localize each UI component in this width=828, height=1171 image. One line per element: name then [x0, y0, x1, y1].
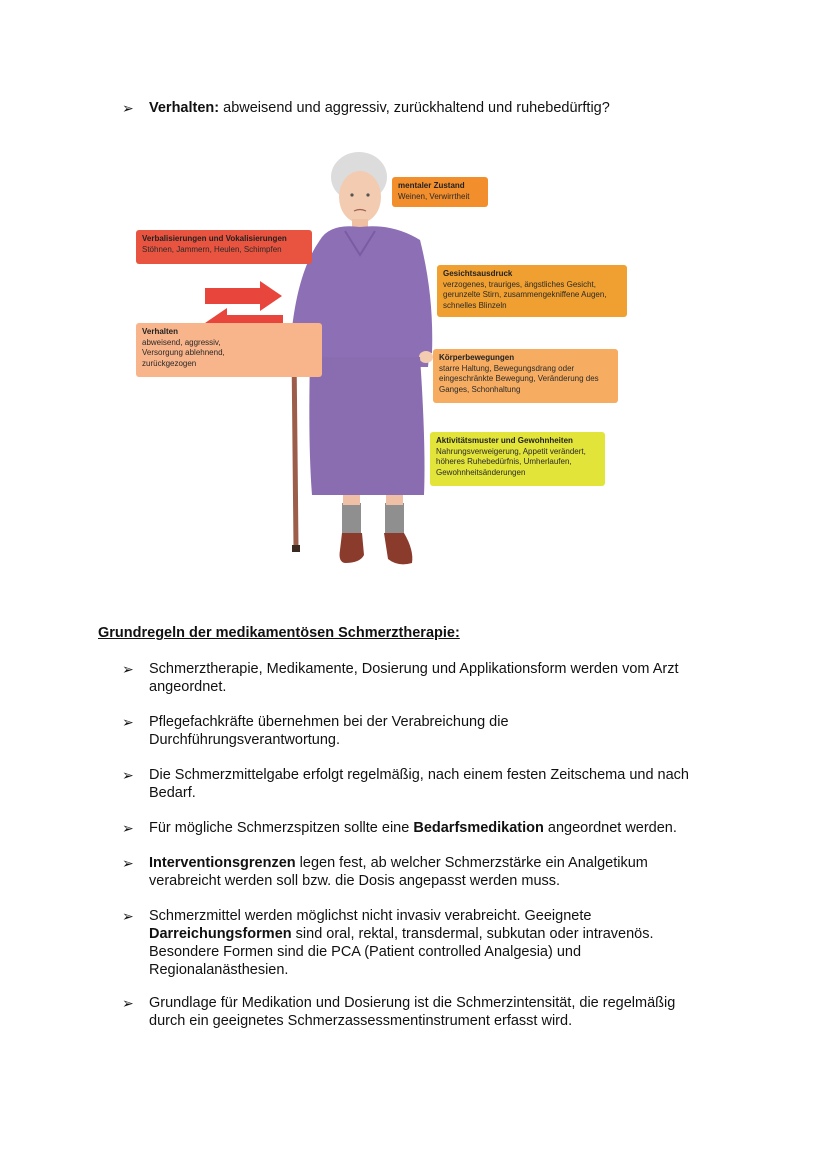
box-line: Stöhnen, Jammern, Heulen, Schimpfen: [142, 244, 282, 254]
box-activity-patterns: [430, 432, 605, 486]
rule-line: Die Schmerzmittelgabe erfolgt regelmäßig, nach einem festen Zeitschema und nach: [149, 767, 689, 783]
rule-line: durch ein geeignetes Schmerzassessmentinstrument erfasst wird.: [149, 1013, 573, 1029]
rule-line: Schmerzmittel werden möglichst nicht invasiv verabreicht. Geeignete: [149, 908, 592, 924]
box-line: Ganges, Schonhaltung: [439, 384, 521, 394]
box-line: starre Haltung, Bewegungsdrang oder: [439, 363, 575, 373]
rule-item: [149, 907, 739, 979]
rule-line: [149, 925, 739, 943]
section-heading: Grundregeln der medikamentösen Schmerztherapie:: [98, 625, 460, 641]
rule-item: [149, 994, 739, 1030]
box-title: mentaler Zustand: [398, 181, 465, 190]
rule-line: verabreicht werden soll bzw. die Dosis angepasst werden muss.: [149, 873, 561, 889]
rule-item: [149, 766, 739, 802]
rule-line: Regionalanästhesien.: [149, 962, 289, 978]
box-line: Weinen, Verwirrtheit: [398, 191, 470, 201]
box-line: verzogenes, trauriges, ängstliches Gesicht,: [443, 279, 596, 289]
box-behavior: [136, 323, 322, 377]
box-title: Körperbewegungen: [439, 353, 515, 362]
box-title: Verbalisierungen und Vokalisierungen: [142, 234, 287, 243]
pain-indicators-figure: [130, 145, 630, 585]
rule-item: [149, 713, 739, 749]
rule-line: Grundlage für Medikation und Dosierung ist die Schmerzintensität, die regelmäßig: [149, 995, 676, 1011]
box-title: Verhalten: [142, 327, 179, 336]
box-line: Nahrungsverweigerung, Appetit verändert,: [436, 446, 586, 456]
skirt-shape: [309, 357, 424, 495]
box-facial-expression: [437, 265, 627, 317]
box-mental-state: [392, 177, 488, 207]
cane-shape: [294, 351, 296, 547]
rule-item: [149, 854, 739, 890]
bullet-marker: ➢: [122, 820, 134, 836]
bullet-marker: ➢: [122, 100, 134, 116]
box-line: schnelles Blinzeln: [443, 300, 507, 310]
box-line: höheres Ruhebedürfnis, Umherlaufen,: [436, 457, 572, 466]
bullet-marker: ➢: [122, 714, 134, 730]
box-title: Gesichtsausdruck: [443, 269, 513, 278]
rule-line: Pflegefachkräfte übernehmen bei der Verabreichung die: [149, 714, 509, 730]
bullet-marker: ➢: [122, 995, 134, 1011]
rule-line: Bedarf.: [149, 785, 196, 801]
rule-line: Schmerztherapie, Medikamente, Dosierung und Applikationsform werden vom Arzt: [149, 661, 679, 677]
bullet-marker: ➢: [122, 767, 134, 783]
rule-line: angeordnet.: [149, 679, 227, 695]
rule-line: [149, 854, 739, 872]
rule-text: legen fest, ab welcher Schmerzstärke ein Analgetikum: [295, 855, 648, 871]
rule-keyword: Bedarfsmedikation: [413, 820, 544, 836]
rule-item: [149, 819, 739, 837]
box-line: abweisend, aggressiv,: [142, 337, 221, 347]
rule-line: Durchführungsverantwortung.: [149, 732, 341, 748]
rule-item: [149, 660, 739, 696]
face-shape: [339, 171, 381, 223]
box-line: Gewohnheitsänderungen: [436, 467, 526, 477]
shoe-shape: [340, 533, 364, 563]
bullet-marker: ➢: [122, 661, 134, 677]
rule-text: sind oral, rektal, transdermal, subkutan oder intravenös.: [291, 926, 654, 942]
box-body-movements: [433, 349, 618, 403]
rule-keyword: Darreichungsformen: [149, 926, 292, 942]
box-line: gerunzelte Stirn, zusammengekniffene Augen,: [443, 290, 607, 299]
box-verbalization: [136, 230, 312, 264]
rule-keyword: Interventionsgrenzen: [149, 855, 296, 871]
verhalten-label: Verhalten:: [149, 100, 220, 116]
rule-text: angeordnet werden.: [543, 820, 677, 836]
bullet-marker: ➢: [122, 908, 134, 924]
rule-line: Besondere Formen sind die PCA (Patient controlled Analgesia) und: [149, 944, 582, 960]
box-title: Aktivitätsmuster und Gewohnheiten: [436, 436, 573, 445]
rule-text: Für mögliche Schmerzspitzen sollte eine: [149, 820, 414, 836]
arrow-right-icon: [205, 281, 282, 311]
box-line: eingeschränkte Bewegung, Veränderung des: [439, 374, 599, 383]
bullet-marker: ➢: [122, 855, 134, 871]
verhalten-text: abweisend und aggressiv, zurückhaltend und ruhebedürftig?: [219, 100, 610, 116]
box-line: Versorgung ablehnend,: [142, 348, 225, 357]
verhalten-bullet: [149, 99, 739, 117]
box-line: zurückgezogen: [142, 358, 197, 368]
